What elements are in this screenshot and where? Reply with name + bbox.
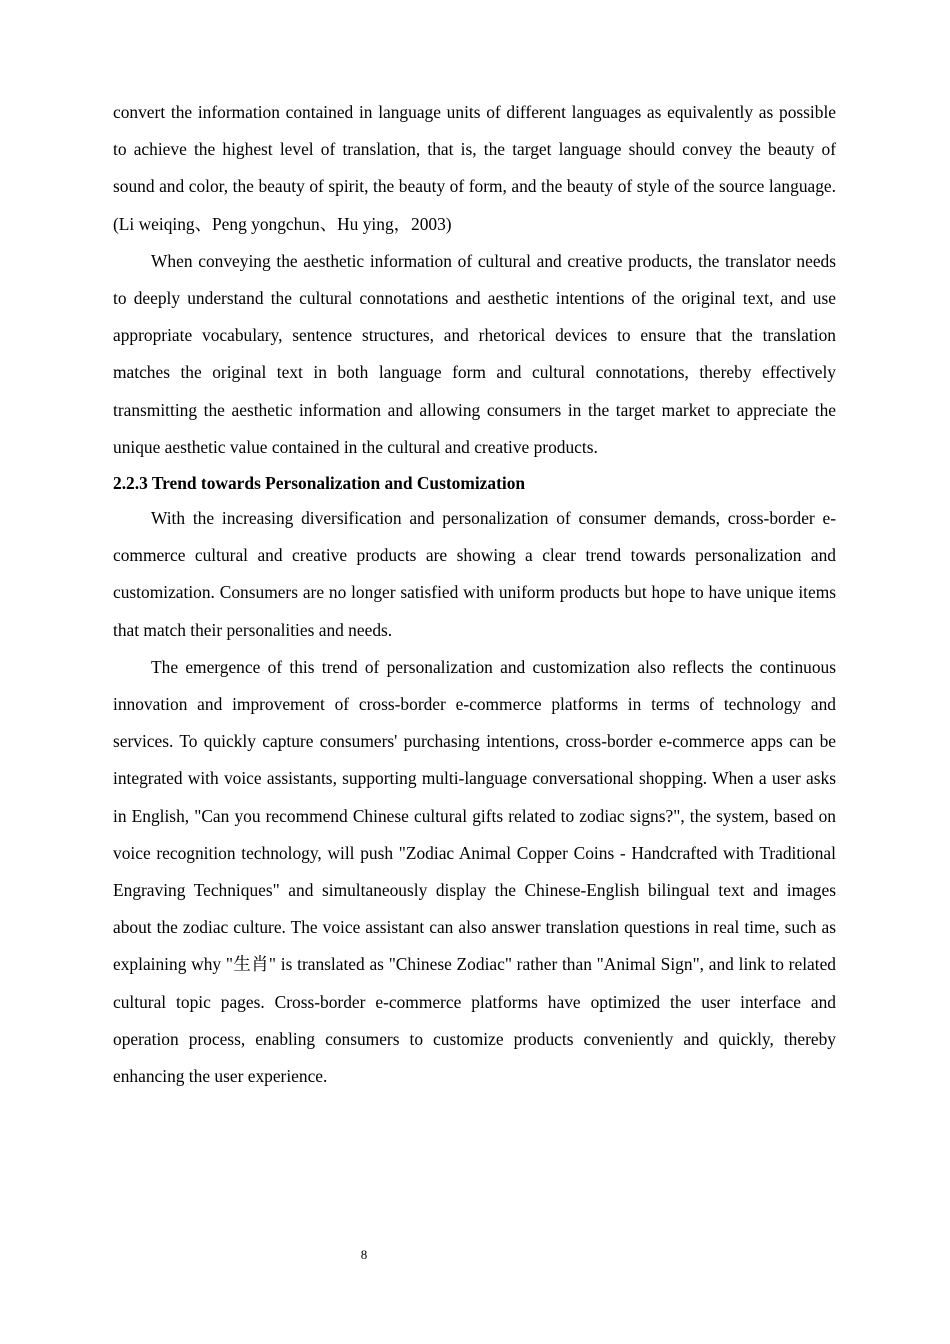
page-number: 8 [360,1247,368,1262]
section-heading: 2.2.3 Trend towards Personalization and Customization [113,473,526,494]
paragraph-consumer-demands: With the increasing diversification and personalization of consumer demands, cross-border e-commerce cultural and creative products are showing a clear trend towards personalization and customization. Consumers are no longer satisfied with uniform products but hope to have unique items that match their personalities and needs. [113,508,836,640]
paragraph-platform-innovation: The emergence of this trend of personalization and customization also reflects the continuous innovation and improvement of cross-border e-commerce platforms in terms of technology and services. To quickly capture consumers' purchasing intentions, cross-border e-commerce apps can be integrated with voice assistants, supporting multi-language conversational shopping. When a user asks in English, "Can you recommend Chinese cultural gifts related to zodiac signs?", the system, based on voice recognition technology, will push "Zodiac Animal Copper Coins - Handcrafted with Traditional Engraving Techniques" and simultaneously display the Chinese-English bilingual text and images about the zodiac culture. The voice assistant can also answer translation questions in real time, such as explaining why "生肖" is translated as "Chinese Zodiac" rather than "Animal Sign", and link to related cultural topic pages. Cross-border e-commerce platforms have optimized the user interface and operation process, enabling consumers to customize products conveniently and quickly, thereby enhancing the user experience. [113,656,836,1087]
paragraph-continuation: convert the information contained in language units of different languages as equivalently as possible to achieve the highest level of translation, that is, the target language should convey the beauty of sound and color, the beauty of spirit, the beauty of form, and the beauty of style of the source language. (Li weiqing、Peng yongchun、Hu ying，2003) [113,102,836,234]
document-body [113,94,836,1095]
paragraph-aesthetic-information: When conveying the aesthetic information of cultural and creative products, the translator needs to deeply understand the cultural connotations and aesthetic intentions of the original text, and use appropriate vocabulary, sentence structures, and rhetorical devices to ensure that the translation matches the original text in both language form and cultural connotations, thereby effectively transmitting the aesthetic information and allowing consumers in the target market to appreciate the unique aesthetic value contained in the cultural and creative products. [113,250,836,457]
